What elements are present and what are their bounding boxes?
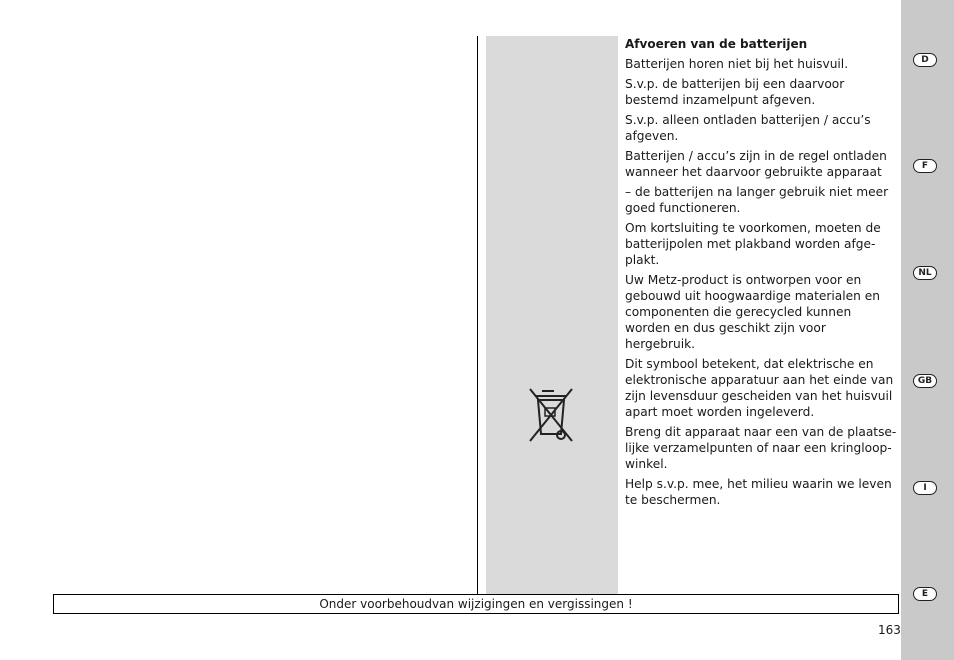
crossed-out-wheelie-bin-icon	[526, 386, 576, 444]
language-tab-f[interactable]: F	[913, 159, 937, 173]
battery-disposal-section	[625, 36, 897, 512]
column-divider-line	[477, 36, 478, 594]
language-tab-d[interactable]: D	[913, 53, 937, 67]
margin-gray-column	[486, 36, 618, 594]
footer-disclaimer: Onder voorbehoudvan wijzigingen en vergissingen !	[53, 594, 899, 614]
paragraph: Breng dit apparaat naar een van de plaatse-lijke verzamelpunten of naar een kringloop-winkel.	[625, 425, 897, 471]
language-tab-i[interactable]: I	[913, 481, 937, 495]
paragraph: – de batterijen na langer gebruik niet meer goed functioneren.	[625, 185, 889, 215]
language-sidebar	[901, 0, 954, 660]
language-tab-nl[interactable]: NL	[913, 266, 937, 280]
section-heading: Afvoeren van de batterijen	[625, 37, 808, 51]
language-tab-gb[interactable]: GB	[913, 374, 937, 388]
paragraph: Dit symbool betekent, dat elektrische en elektronische apparatuur aan het einde van zijn levensduur gescheiden van het huisvuil apart moet worden ingeleverd.	[625, 357, 894, 419]
paragraph: Uw Metz-product is ontworpen voor en gebouwd uit hoogwaardige materialen en componenten die gerecycled kunnen worden en dus geschikt zijn voor hergebruik.	[625, 273, 880, 351]
paragraph: Batterijen horen niet bij het huisvuil.	[625, 57, 849, 71]
paragraph: S.v.p. alleen ontladen batterijen / accu’s afgeven.	[625, 113, 871, 143]
page-number: 163	[878, 623, 901, 637]
paragraph: Help s.v.p. mee, het milieu waarin we leven te beschermen.	[625, 477, 892, 507]
paragraph: S.v.p. de batterijen bij een daarvoor bestemd inzamelpunt afgeven.	[625, 77, 845, 107]
paragraph: Om kortsluiting te voorkomen, moeten de batterijpolen met plakband worden afge-plakt.	[625, 221, 881, 267]
paragraph: Batterijen / accu’s zijn in de regel ontladen wanneer het daarvoor gebruikte apparaat	[625, 149, 887, 179]
language-tab-e[interactable]: E	[913, 587, 937, 601]
